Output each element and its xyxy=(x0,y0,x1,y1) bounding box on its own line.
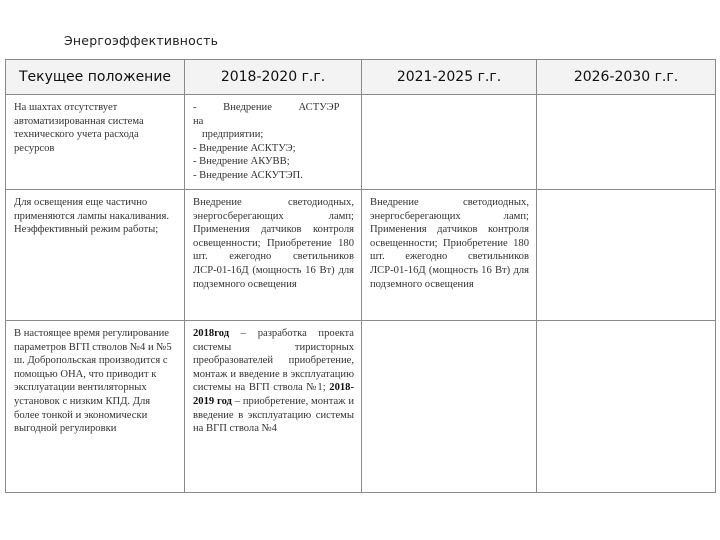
plan-line: предприятии; xyxy=(202,129,264,141)
table-row xyxy=(6,95,716,190)
cell-current-situation: Для освещения еще частично применяются лампы накаливания. Неэффективный режим работы; xyxy=(6,190,185,321)
energy-efficiency-table xyxy=(5,59,716,493)
cell-plan-2018-2020: Внедрение светодиодных, энергосберегающих ламп; Применения датчиков контроля освещенности; Приобретение 180 шт. ежегодно светильников ЛСР-01-16Д (мощность 16 Вт) для подземного освещения xyxy=(185,190,362,321)
cell-plan-2026-2030 xyxy=(537,321,716,493)
plan-year-label: 2018-2019 год xyxy=(193,382,354,407)
plan-text: – приобретение, монтаж и введение в эксплуатацию системы на ВГП ствола №4 xyxy=(193,395,354,435)
plan-line: - Внедрение АСТУЭР на xyxy=(193,102,340,127)
plan-year-label: 2018год xyxy=(193,328,230,339)
cell-plan-2018-2020 xyxy=(185,321,362,493)
plan-line: - Внедрение АСКУТЭП. xyxy=(193,169,303,181)
cell-plan-2021-2025 xyxy=(362,321,537,493)
cell-plan-2021-2025: Внедрение светодиодных, энергосберегающих ламп; Применения датчиков контроля освещенности; Приобретение 180 шт. ежегодно светильников ЛСР-01-16Д (мощность 16 Вт) для подземного освещения xyxy=(362,190,537,321)
cell-current-situation: На шахтах отсутствует автоматизированная система технического учета расхода ресурсов xyxy=(6,95,185,190)
cell-plan-2026-2030 xyxy=(537,190,716,321)
column-header-2018-2020: 2018-2020 г.г. xyxy=(185,60,362,95)
cell-plan-2021-2025 xyxy=(362,95,537,190)
plan-line: - Внедрение АКУВВ; xyxy=(193,156,290,168)
cell-plan-2026-2030 xyxy=(537,95,716,190)
table-row xyxy=(6,190,716,321)
cell-current-situation: В настоящее время регулирование параметров ВГП стволов №4 и №5 ш. Добропольская производится с помощью ОНА, что приводит к эксплуатации вентиляторных установок с низким КПД. Для более тонкой и экономически выгодной регулировки xyxy=(6,321,185,493)
plan-line: - Внедрение АСКТУЭ; xyxy=(193,142,296,154)
column-header-current: Текущее положение xyxy=(6,60,185,95)
page-title: Энергоэффективность xyxy=(64,33,219,48)
table-header-row xyxy=(6,60,716,95)
table-row xyxy=(6,321,716,493)
column-header-2026-2030: 2026-2030 г.г. xyxy=(537,60,716,95)
plan-text: – разработка проекта системы тиристорных преобразователей приобретение, монтаж и введение в эксплуатацию системы на ВГП ствола №1; xyxy=(193,328,354,394)
cell-plan-2018-2020 xyxy=(185,95,362,190)
column-header-2021-2025: 2021-2025 г.г. xyxy=(362,60,537,95)
